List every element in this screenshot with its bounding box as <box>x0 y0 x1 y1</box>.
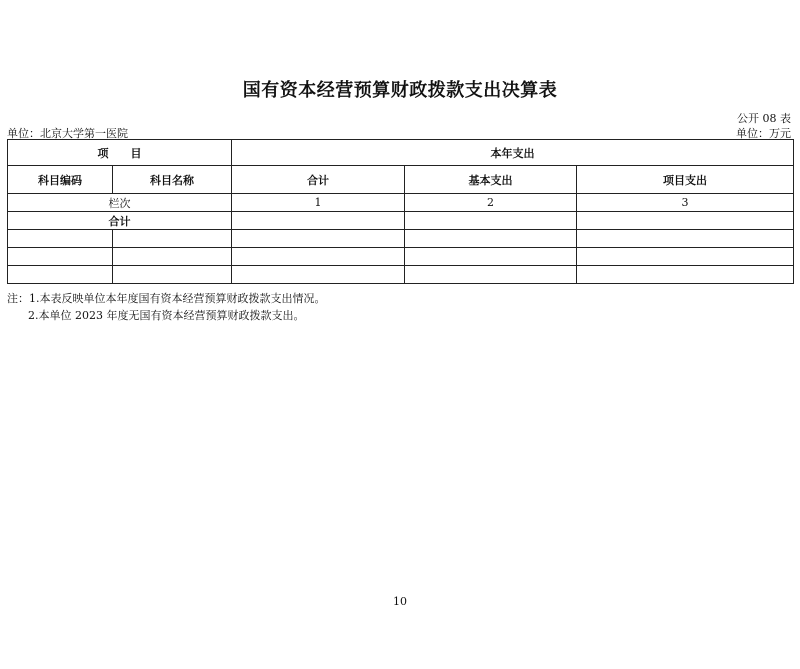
table-cell <box>113 266 232 284</box>
table-row <box>8 266 794 284</box>
table-cell <box>232 230 405 248</box>
col-project-expenditure: 项目支出 <box>577 166 794 194</box>
table-cell <box>113 230 232 248</box>
currency-unit: 单位：万元 <box>736 127 791 140</box>
table-cell <box>405 230 577 248</box>
table-cell <box>8 230 113 248</box>
table-cell <box>232 248 405 266</box>
table-row <box>8 230 794 248</box>
table-cell <box>405 266 577 284</box>
row-index-value: 2 <box>405 194 577 212</box>
table-cell <box>577 230 794 248</box>
header-row-1 <box>8 140 794 166</box>
total-label: 合计 <box>8 212 232 230</box>
table-row <box>8 248 794 266</box>
table-cell <box>232 266 405 284</box>
row-index-label: 栏次 <box>8 194 232 212</box>
row-index-value: 3 <box>577 194 794 212</box>
page-number: 10 <box>393 595 407 608</box>
note-line-1: 注：1.本表反映单位本年度国有资本经营预算财政拨款支出情况。 <box>7 292 326 305</box>
expenditure-table <box>7 139 794 284</box>
header-item: 项 目 <box>8 140 232 166</box>
form-number: 公开 08 表 <box>737 112 791 125</box>
header-row-2 <box>8 166 794 194</box>
table-cell <box>577 248 794 266</box>
col-subject-code: 科目编码 <box>8 166 113 194</box>
table-cell <box>8 248 113 266</box>
notes <box>7 290 326 324</box>
table-cell <box>8 266 113 284</box>
table-cell <box>577 212 794 230</box>
col-basic-expenditure: 基本支出 <box>405 166 577 194</box>
row-index <box>8 194 794 212</box>
reporting-unit: 单位：北京大学第一医院 <box>7 127 128 140</box>
header-current-year: 本年支出 <box>232 140 794 166</box>
note-line-2: 2.本单位 2023 年度无国有资本经营预算财政拨款支出。 <box>28 309 305 322</box>
page-title: 国有资本经营预算财政拨款支出决算表 <box>242 80 558 101</box>
col-total: 合计 <box>232 166 405 194</box>
table-cell <box>232 212 405 230</box>
table-cell <box>405 212 577 230</box>
table-cell <box>405 248 577 266</box>
row-total <box>8 212 794 230</box>
table-cell <box>113 248 232 266</box>
table-cell <box>577 266 794 284</box>
row-index-value: 1 <box>232 194 405 212</box>
col-subject-name: 科目名称 <box>113 166 232 194</box>
